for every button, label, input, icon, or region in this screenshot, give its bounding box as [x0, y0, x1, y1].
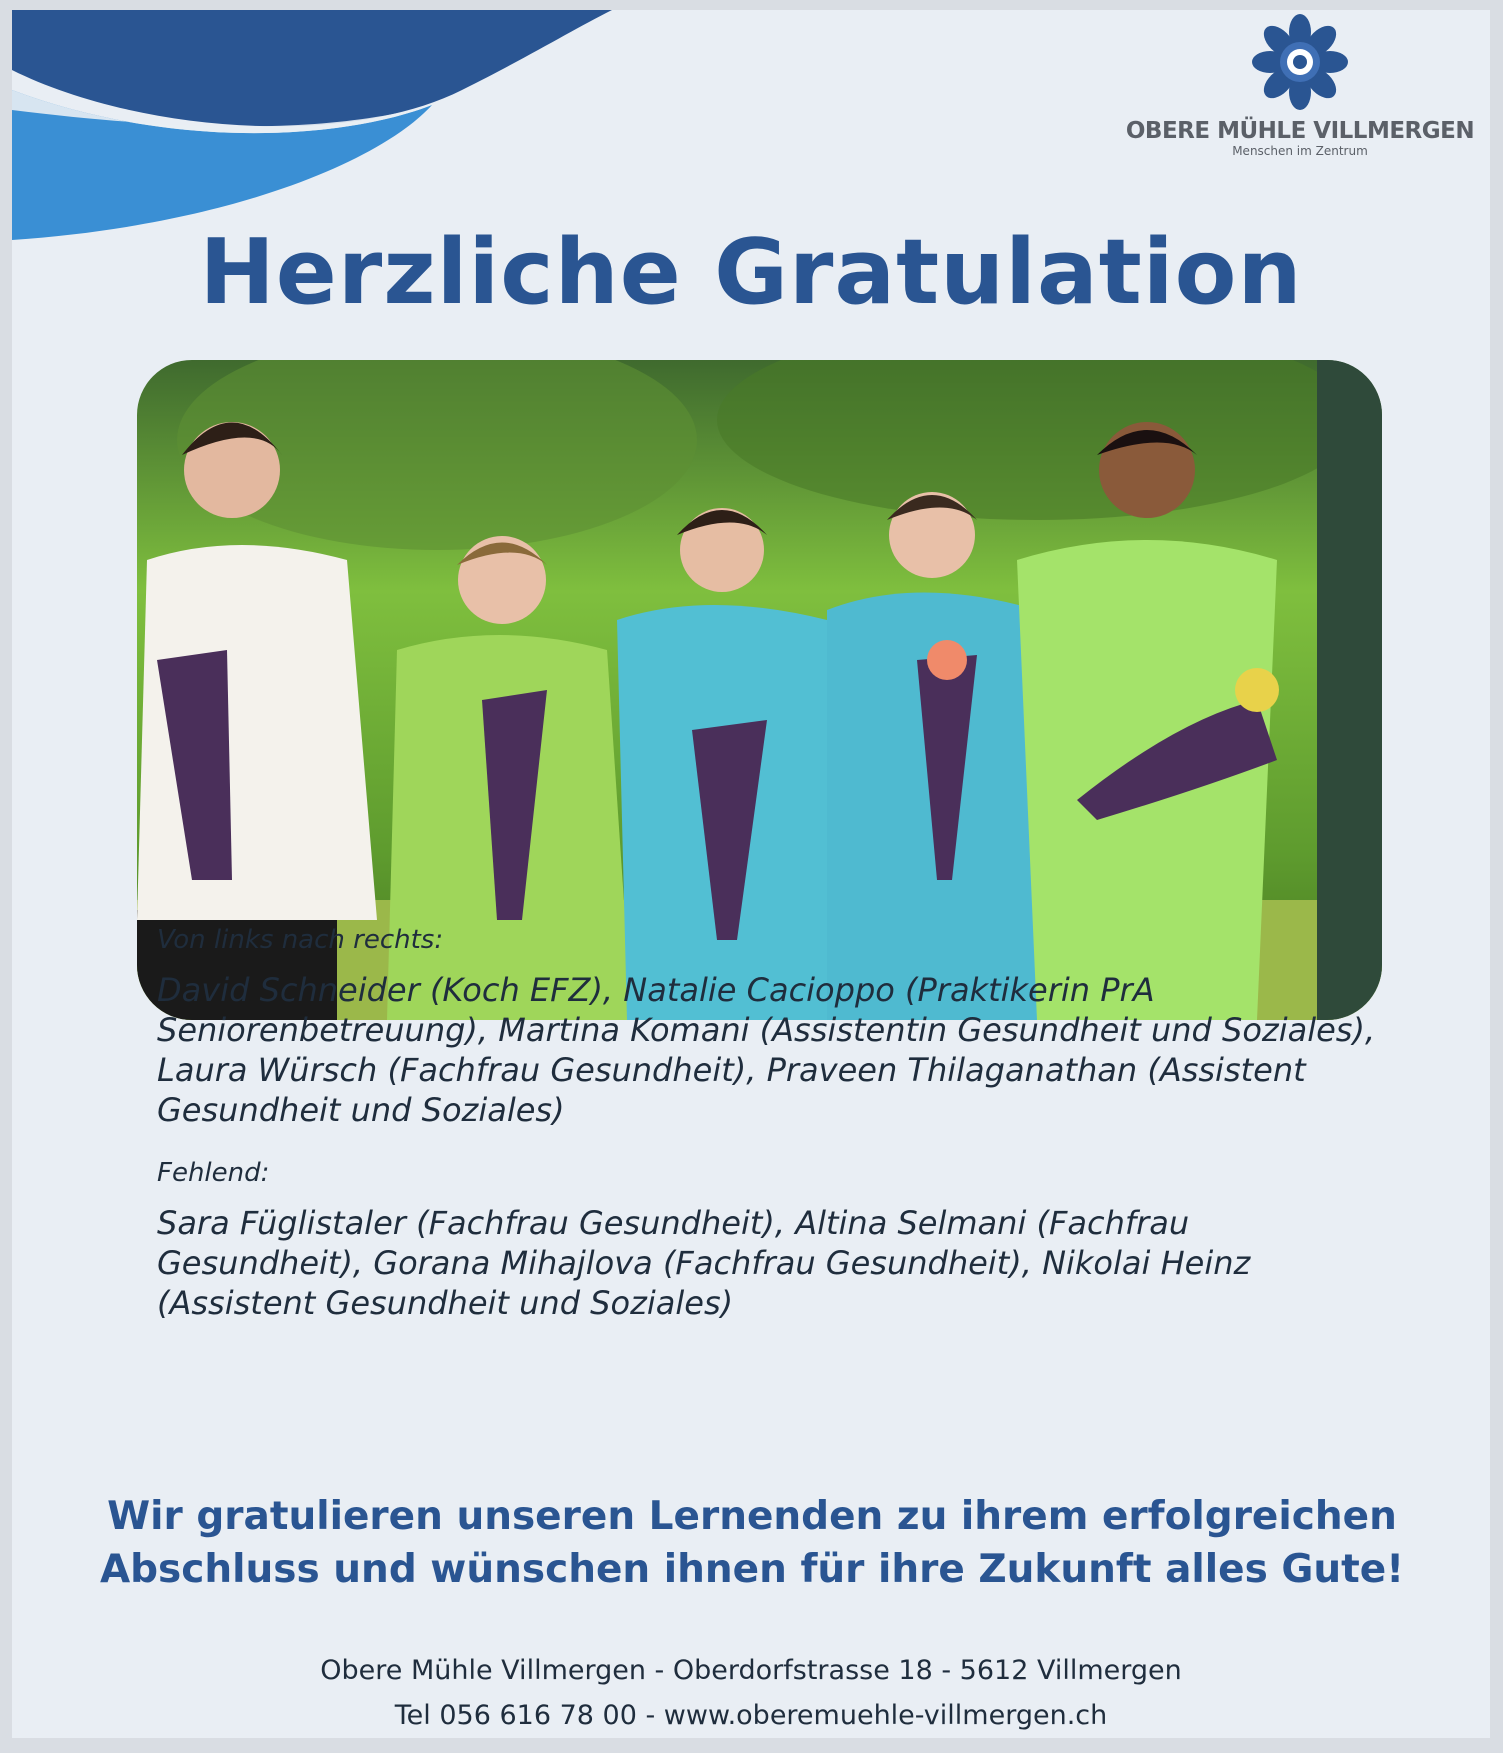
present-label: Von links nach rechts:	[157, 925, 444, 955]
brand-name: OBERE MÜHLE VILLMERGEN	[1125, 118, 1475, 144]
brand-tagline: Menschen im Zentrum	[1232, 144, 1368, 158]
flower-emblem-icon	[1250, 12, 1350, 112]
page-title: Herzliche Gratulation	[199, 220, 1303, 325]
missing-names: Sara Füglistaler (Fachfrau Gesundheit), Altina Selmani (Fachfrau Gesundheit), Gorana Mihajlova (Fachfrau Gesundheit), Nikolai Heinz (Assistent Gesundheit und Soziales)	[157, 1204, 1251, 1322]
brand-logo	[1120, 12, 1480, 162]
group-photo	[137, 360, 1382, 1020]
closing-message: Wir gratulieren unseren Lernenden zu ihrem erfolgreichen Abschluss und wünschen ihnen für ihre Zukunft alles Gute!	[99, 1494, 1405, 1592]
present-names: David Schneider (Koch EFZ), Natalie Cacioppo (Praktikerin PrA Seniorenbetreuung), Martina Komani (Assistentin Gesundheit und Soziales), Laura Würsch (Fachfrau Gesundheit), Praveen Thilaganathan (Assistent Gesundheit und Soziales)	[157, 971, 1376, 1129]
wave-decoration	[12, 10, 632, 250]
footer-contact: Tel 056 616 78 00 - www.oberemuehle-villmergen.ch	[394, 1700, 1108, 1731]
flyer-page	[12, 10, 1490, 1738]
missing-label: Fehlend:	[157, 1158, 270, 1188]
footer-address: Obere Mühle Villmergen - Oberdorfstrasse 18 - 5612 Villmergen	[320, 1655, 1182, 1686]
